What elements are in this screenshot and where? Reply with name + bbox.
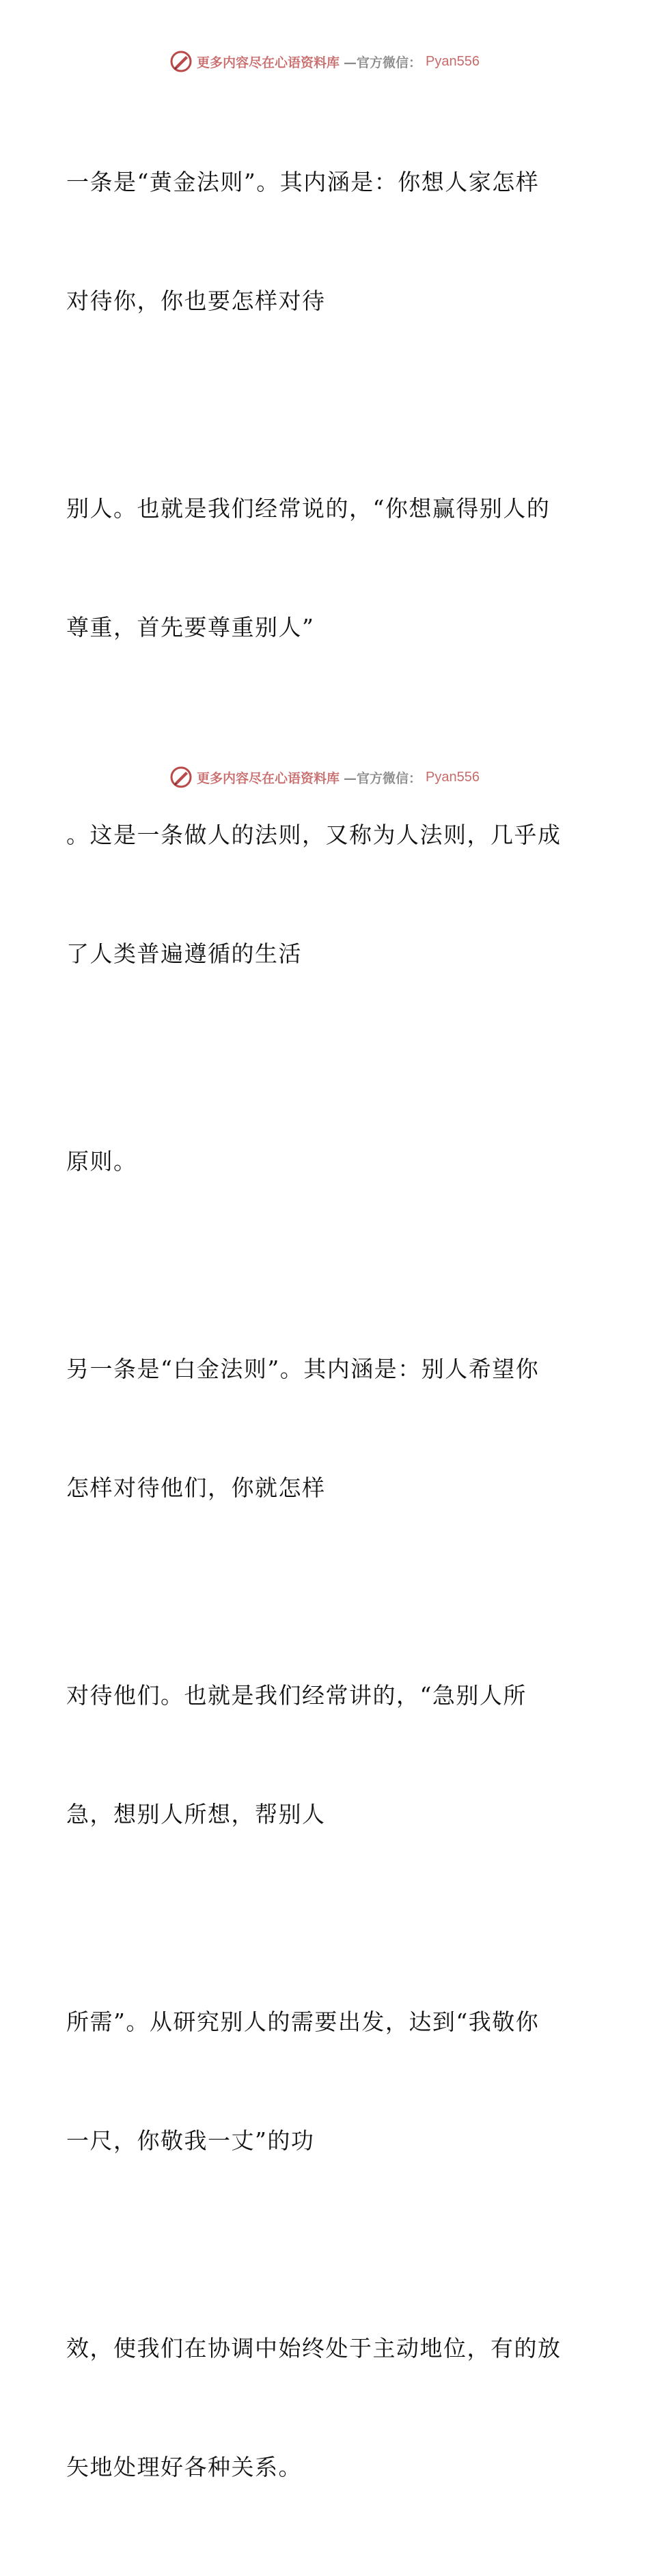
banner-wechat-id: Pyan556 (426, 53, 480, 69)
paragraph (66, 410, 572, 727)
text-line: 另一条是“白金法则”。其内涵是：别人希望你 (66, 1356, 540, 1382)
paragraph (66, 2250, 572, 2566)
paragraph (66, 1923, 572, 2240)
pen-logo-icon (169, 766, 193, 789)
paragraph (66, 1063, 572, 1261)
text-line: 效，使我们在协调中始终处于主动地位，有的放 (66, 2335, 562, 2362)
text-line: 原则。 (66, 1148, 137, 1175)
text-line: 。这是一条做人的法则，又称为人法则，几乎成 (66, 822, 562, 848)
paragraph (66, 83, 572, 400)
pen-logo-icon (169, 50, 193, 73)
footer-watermark-banner (0, 764, 649, 791)
text-line: 尊重，首先要尊重别人” (66, 614, 315, 641)
text-line: 一尺，你敬我一丈”的功 (66, 2127, 315, 2154)
document-body (66, 83, 572, 2576)
banner-inner (169, 766, 480, 789)
banner-title: 更多内容尽在心语资料库 (197, 770, 340, 786)
banner-separator: —官方微信： (344, 770, 422, 786)
banner-title: 更多内容尽在心语资料库 (197, 55, 340, 70)
banner-inner (169, 50, 480, 73)
text-line: 别人。也就是我们经常说的，“你想赢得别人的 (66, 495, 551, 522)
text-line: 矢地处理好各种关系。 (66, 2454, 302, 2480)
text-line: 对待他们。也就是我们经常讲的，“急别人所 (66, 1682, 527, 1709)
header-watermark-banner (0, 48, 649, 75)
text-line: 急，想别人所想，帮别人 (66, 1801, 326, 1828)
paragraph (66, 1597, 572, 1914)
text-line: 怎样对待他们，你就怎样 (66, 1474, 326, 1501)
text-line: 对待你，你也要怎样对待 (66, 288, 326, 314)
banner-separator: —官方微信： (344, 55, 422, 70)
text-line: 了人类普遍遵循的生活 (66, 940, 302, 967)
banner-wechat-id: Pyan556 (426, 769, 480, 785)
paragraph (66, 1270, 572, 1587)
text-line: 一条是“黄金法则”。其内涵是：你想人家怎样 (66, 169, 540, 195)
text-line: 所需”。从研究别人的需要出发，达到“我敬你 (66, 2008, 540, 2035)
